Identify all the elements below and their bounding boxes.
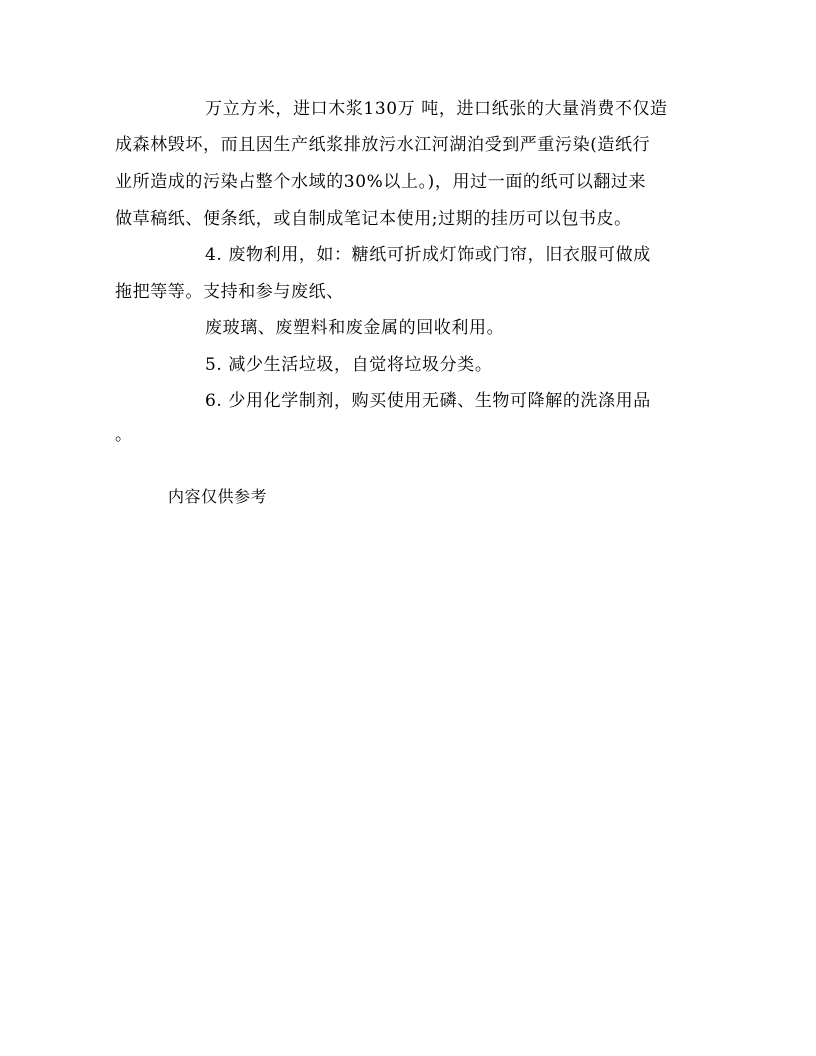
list-item-4-line-2: 拖把等等。支持和参与废纸、 (115, 282, 344, 302)
list-item-4-line-3: 废玻璃、废塑料和废金属的回收利用。 (205, 318, 505, 338)
paragraph-line-2: 成森林毁坏，而且因生产纸浆排放污水江河湖泊受到严重污染(造纸行 (115, 135, 651, 155)
paragraph-line-3: 业所造成的污染占整个水域的30%以上。)，用过一面的纸可以翻过来 (115, 172, 647, 192)
list-item-6-line-1: 6. 少用化学制剂，购买使用无磷、生物可降解的洗涤用品 (205, 391, 651, 411)
list-item-5: 5. 减少生活垃圾，自觉将垃圾分类。 (205, 355, 493, 375)
footer-note: 内容仅供参考 (168, 487, 268, 506)
list-item-6-line-2: 。 (115, 425, 133, 445)
paragraph-line-1: 万立方米，进口木浆130万 吨，进口纸张的大量消费不仅造 (205, 99, 668, 119)
paragraph-line-4: 做草稿纸、便条纸，或自制成笔记本使用;过期的挂历可以包书皮。 (115, 209, 632, 229)
list-item-4-line-1: 4. 废物利用，如：糖纸可折成灯饰或门帘，旧衣服可做成 (205, 245, 651, 265)
